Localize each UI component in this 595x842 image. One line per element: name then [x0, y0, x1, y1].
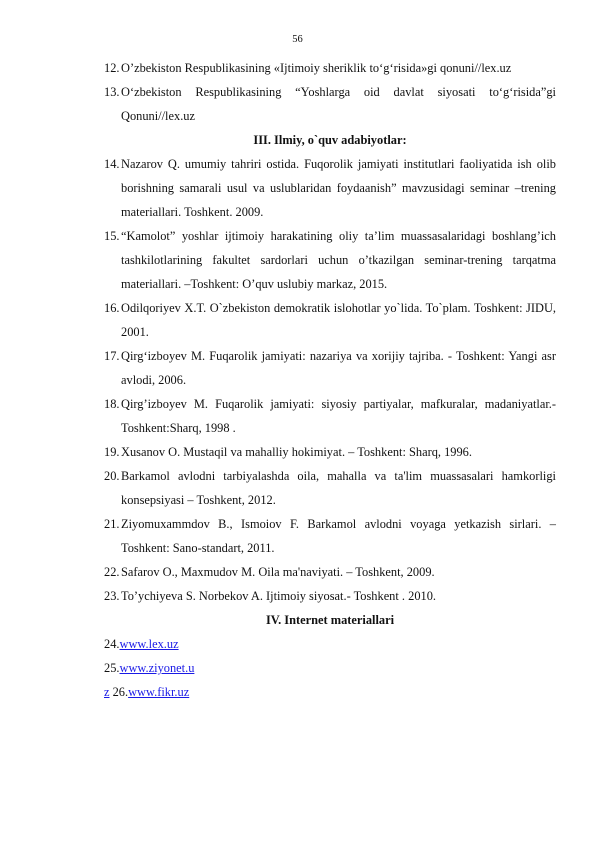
list-item	[104, 296, 556, 344]
item-number: 21.	[104, 517, 120, 531]
page-number: 56	[292, 34, 303, 45]
link-lex-uz[interactable]: www.lex.uz	[119, 637, 179, 651]
item-text: Xusanov O. Mustaqil va mahalliy hokimiyat. – Toshkent: Sharq, 1996.	[121, 445, 472, 459]
link-ziyonet-continued[interactable]: z	[104, 685, 110, 699]
item-number: 20.	[104, 469, 120, 483]
item-text: O’zbekiston Respublikasining «Ijtimoiy sheriklik to‘g‘risida»gi qonuni//lex.uz	[121, 61, 512, 75]
item-number: 25.	[104, 661, 120, 675]
item-text: To’ychiyeva S. Norbekov A. Ijtimoiy siyosat.- Toshkent . 2010.	[121, 589, 436, 603]
list-item	[104, 392, 556, 440]
item-text: Ziyomuxammdov B., Ismoiov F. Barkamol avlodni voyaga yetkazish sirlari. –Toshkent: Sano-standart, 2011.	[121, 517, 556, 555]
item-number: 12.	[104, 61, 120, 75]
list-item	[104, 80, 556, 128]
item-number: 18.	[104, 397, 120, 411]
item-number: 19.	[104, 445, 120, 459]
item-text: Safarov O., Maxmudov M. Oila ma'naviyati. – Toshkent, 2009.	[121, 565, 435, 579]
list-item	[104, 584, 556, 608]
list-item	[104, 224, 556, 296]
list-item	[104, 440, 556, 464]
link-line-26	[104, 680, 556, 704]
item-text: Nazarov Q. umumiy tahriri ostida. Fuqorolik jamiyati institutlari faoliyatida ish olib borishning samarali usul va uslublaridan foydaanish” mavzusidagi seminar –trening materiallari. Toshkent. 2009.	[121, 157, 556, 219]
item-text: Qirg‘izboyev M. Fuqarolik jamiyati: nazariya va xorijiy tajriba. - Toshkent: Yangi asr avlodi, 2006.	[121, 349, 556, 387]
link-ziyonet[interactable]: www.ziyonet.u	[119, 661, 195, 675]
item-number: 14.	[104, 157, 120, 171]
list-item	[104, 512, 556, 560]
item-number: 17.	[104, 349, 120, 363]
item-number: 24.	[104, 637, 120, 651]
item-number: 16.	[104, 301, 120, 315]
section-heading-iv: IV. Internet materiallari	[265, 613, 395, 627]
link-line-24	[104, 632, 556, 656]
item-number: 26.	[109, 685, 129, 699]
list-item	[104, 344, 556, 392]
item-number: 13.	[104, 85, 120, 99]
list-item	[104, 152, 556, 224]
list-item	[104, 560, 556, 584]
item-text: “Kamolot” yoshlar ijtimoiy harakatining oliy ta’lim muassasalaridagi boshlang’ich tashkilotlarining fakultet sardorlari uchun o’tkazilgan seminar-trening tarqatma materiallari. –Toshkent: O’quv uslubiy markaz, 2015.	[121, 229, 556, 291]
link-fikr-uz[interactable]: www.fikr.uz	[128, 685, 190, 699]
list-item	[104, 464, 556, 512]
item-number: 15.	[104, 229, 120, 243]
item-text: Odilqoriyev X.T. O`zbekiston demokratik islohotlar yo`lida. To`plam. Toshkent: JIDU, 2001.	[121, 301, 556, 339]
reference-list	[104, 56, 556, 704]
item-number: 22.	[104, 565, 120, 579]
section-heading-iii: III. Ilmiy, o`quv adabiyotlar:	[253, 133, 407, 147]
item-text: O‘zbekiston Respublikasining “Yoshlarga oid davlat siyosati to‘g‘risida”gi Qonuni//lex.uz	[121, 85, 556, 123]
link-line-25	[104, 656, 556, 680]
item-number: 23.	[104, 589, 120, 603]
list-item	[104, 56, 556, 80]
item-text: Qirg’izboyev M. Fuqarolik jamiyati: siyosiy partiyalar, mafkuralar, madaniyatlar.-Toshkent:Sharq, 1998 .	[121, 397, 556, 435]
item-text: Barkamol avlodni tarbiyalashda oila, mahalla va ta'lim muassasalari hamkorligi konsepsiyasi – Toshkent, 2012.	[121, 469, 556, 507]
